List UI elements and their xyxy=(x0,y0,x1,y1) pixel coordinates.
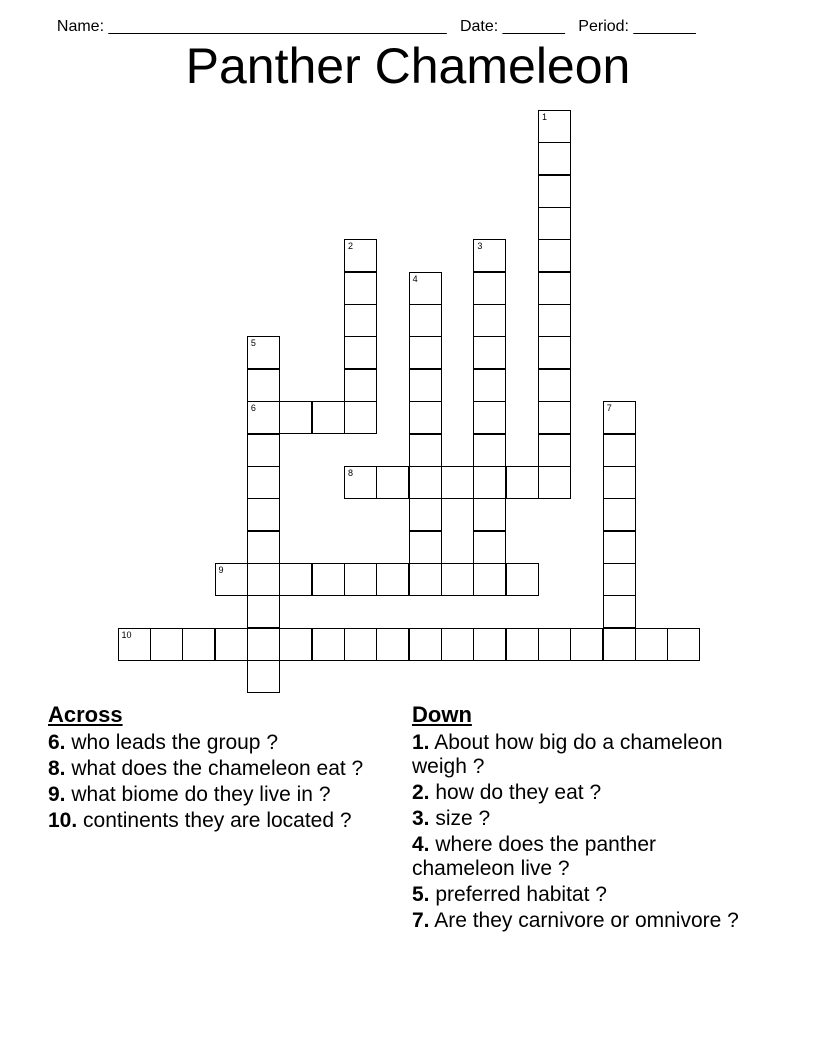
grid-cell[interactable] xyxy=(312,401,345,434)
clue-number: 5. xyxy=(412,883,430,906)
grid-cell[interactable] xyxy=(603,434,636,467)
grid-cell[interactable] xyxy=(344,304,377,337)
grid-cell[interactable] xyxy=(506,466,539,499)
grid-cell[interactable] xyxy=(279,401,312,434)
grid-cell[interactable] xyxy=(376,466,409,499)
down-clue xyxy=(412,883,752,907)
grid-cell[interactable] xyxy=(538,272,571,305)
grid-cell[interactable] xyxy=(247,466,280,499)
grid-cell[interactable] xyxy=(182,628,215,661)
grid-cell[interactable] xyxy=(344,369,377,402)
clue-number: 8. xyxy=(48,757,66,780)
grid-cell[interactable] xyxy=(538,336,571,369)
grid-cell[interactable] xyxy=(603,498,636,531)
grid-cell[interactable] xyxy=(506,563,539,596)
grid-cell[interactable] xyxy=(409,272,442,305)
clue-number: 9 xyxy=(218,564,224,575)
clue-text: About how big do a chameleon weigh ? xyxy=(412,731,723,778)
grid-cell[interactable] xyxy=(473,336,506,369)
grid-cell[interactable] xyxy=(473,304,506,337)
grid-cell[interactable] xyxy=(409,336,442,369)
grid-cell[interactable] xyxy=(247,369,280,402)
grid-cell[interactable] xyxy=(603,628,636,661)
grid-cell[interactable] xyxy=(538,434,571,467)
grid-cell[interactable] xyxy=(441,628,474,661)
clue-number: 9. xyxy=(48,783,66,806)
grid-cell[interactable] xyxy=(473,369,506,402)
grid-cell[interactable] xyxy=(603,466,636,499)
grid-cell[interactable] xyxy=(409,304,442,337)
down-clue xyxy=(412,833,752,881)
clue-number: 7. xyxy=(412,909,430,932)
grid-cell[interactable] xyxy=(635,628,668,661)
grid-cell[interactable] xyxy=(506,628,539,661)
grid-cell[interactable] xyxy=(215,628,248,661)
name-label: Name: xyxy=(56,18,105,35)
grid-cell[interactable] xyxy=(473,272,506,305)
grid-cell[interactable] xyxy=(344,563,377,596)
down-clue xyxy=(412,731,752,779)
grid-cell[interactable] xyxy=(409,401,442,434)
grid-cell[interactable] xyxy=(441,466,474,499)
clue-text: what biome do they live in ? xyxy=(65,783,331,806)
clue-text: what does the chameleon eat ? xyxy=(65,757,364,780)
clue-number: 5 xyxy=(250,338,256,349)
grid-cell[interactable] xyxy=(409,628,442,661)
grid-cell[interactable] xyxy=(344,272,377,305)
grid-cell[interactable] xyxy=(538,304,571,337)
clue-number: 4 xyxy=(412,273,418,284)
clue-number: 10 xyxy=(121,629,132,640)
down-heading: Down xyxy=(412,702,472,727)
period-label: Period: xyxy=(578,18,629,35)
grid-cell[interactable] xyxy=(247,498,280,531)
grid-cell[interactable] xyxy=(409,434,442,467)
grid-cell[interactable] xyxy=(376,628,409,661)
across-heading: Across xyxy=(48,702,123,727)
grid-cell[interactable] xyxy=(538,110,571,143)
clue-number: 2 xyxy=(347,241,353,252)
grid-cell[interactable] xyxy=(279,563,312,596)
clue-number: 2. xyxy=(412,781,430,804)
grid-cell[interactable] xyxy=(538,239,571,272)
clue-number: 6. xyxy=(48,731,66,754)
grid-cell[interactable] xyxy=(473,563,506,596)
clue-text: size ? xyxy=(429,807,491,830)
grid-cell[interactable] xyxy=(215,563,248,596)
grid-cell[interactable] xyxy=(409,531,442,564)
across-clue xyxy=(48,809,388,833)
grid-cell[interactable] xyxy=(344,336,377,369)
grid-cell[interactable] xyxy=(667,628,700,661)
down-clue xyxy=(412,807,752,831)
grid-cell[interactable] xyxy=(247,401,280,434)
clue-text: how do they eat ? xyxy=(429,781,602,804)
grid-cell[interactable] xyxy=(118,628,151,661)
grid-cell[interactable] xyxy=(247,595,280,628)
grid-cell[interactable] xyxy=(538,175,571,208)
grid-cell[interactable] xyxy=(247,434,280,467)
clue-text: continents they are located ? xyxy=(77,809,352,832)
grid-cell[interactable] xyxy=(279,628,312,661)
grid-cell[interactable] xyxy=(603,563,636,596)
grid-cell[interactable] xyxy=(376,563,409,596)
clue-number: 3 xyxy=(477,241,483,252)
grid-cell[interactable] xyxy=(409,466,442,499)
grid-cell[interactable] xyxy=(473,466,506,499)
down-clue xyxy=(412,781,752,805)
grid-cell[interactable] xyxy=(409,369,442,402)
grid-cell[interactable] xyxy=(441,563,474,596)
grid-cell[interactable] xyxy=(150,628,183,661)
clue-number: 1 xyxy=(542,112,548,122)
clue-number: 7 xyxy=(606,403,612,414)
grid-cell[interactable] xyxy=(247,563,280,596)
grid-cell[interactable] xyxy=(473,239,506,272)
down-clue xyxy=(412,909,752,933)
across-clue xyxy=(48,731,388,755)
clue-text: where does the panther chameleon live ? xyxy=(412,833,657,880)
grid-cell[interactable] xyxy=(409,498,442,531)
clue-number: 3. xyxy=(412,807,430,830)
clue-text: who leads the group ? xyxy=(65,731,278,754)
grid-cell[interactable] xyxy=(538,466,571,499)
grid-cell[interactable] xyxy=(247,336,280,369)
grid-cell[interactable] xyxy=(344,239,377,272)
across-clues xyxy=(48,702,388,835)
grid-cell[interactable] xyxy=(603,401,636,434)
grid-cell[interactable] xyxy=(473,531,506,564)
grid-cell[interactable] xyxy=(603,595,636,628)
puzzle-title: Panther Chameleon xyxy=(185,38,631,94)
grid-cell[interactable] xyxy=(247,531,280,564)
name-blank[interactable]: ______________________________________ xyxy=(108,18,447,35)
across-clue xyxy=(48,757,388,781)
clue-number: 8 xyxy=(347,467,353,478)
date-label: Date: xyxy=(459,18,499,35)
grid-cell[interactable] xyxy=(312,628,345,661)
grid-cell[interactable] xyxy=(603,531,636,564)
grid-cell[interactable] xyxy=(409,563,442,596)
across-clue xyxy=(48,783,388,807)
grid-cell[interactable] xyxy=(538,628,571,661)
grid-cell[interactable] xyxy=(473,628,506,661)
grid-cell[interactable] xyxy=(344,628,377,661)
down-clues xyxy=(412,702,752,935)
clue-text: preferred habitat ? xyxy=(429,883,607,906)
clue-number: 4. xyxy=(412,833,430,856)
grid-cell[interactable] xyxy=(538,207,571,240)
grid-cell[interactable] xyxy=(312,563,345,596)
period-blank[interactable]: _______ xyxy=(633,18,696,35)
grid-cell[interactable] xyxy=(344,401,377,434)
grid-cell[interactable] xyxy=(538,142,571,175)
grid-cell[interactable] xyxy=(570,628,603,661)
grid-cell[interactable] xyxy=(473,401,506,434)
grid-cell[interactable] xyxy=(538,369,571,402)
grid-cell[interactable] xyxy=(473,434,506,467)
grid-cell[interactable] xyxy=(538,401,571,434)
grid-cell[interactable] xyxy=(247,628,280,661)
grid-cell[interactable] xyxy=(247,660,280,693)
grid-cell[interactable] xyxy=(473,498,506,531)
grid-cell[interactable] xyxy=(344,466,377,499)
clue-text: Are they carnivore or omnivore ? xyxy=(429,909,739,932)
clue-number: 10. xyxy=(48,809,78,832)
clue-number: 6 xyxy=(250,403,256,414)
date-blank[interactable]: _______ xyxy=(502,18,565,35)
clue-number: 1. xyxy=(412,731,430,754)
